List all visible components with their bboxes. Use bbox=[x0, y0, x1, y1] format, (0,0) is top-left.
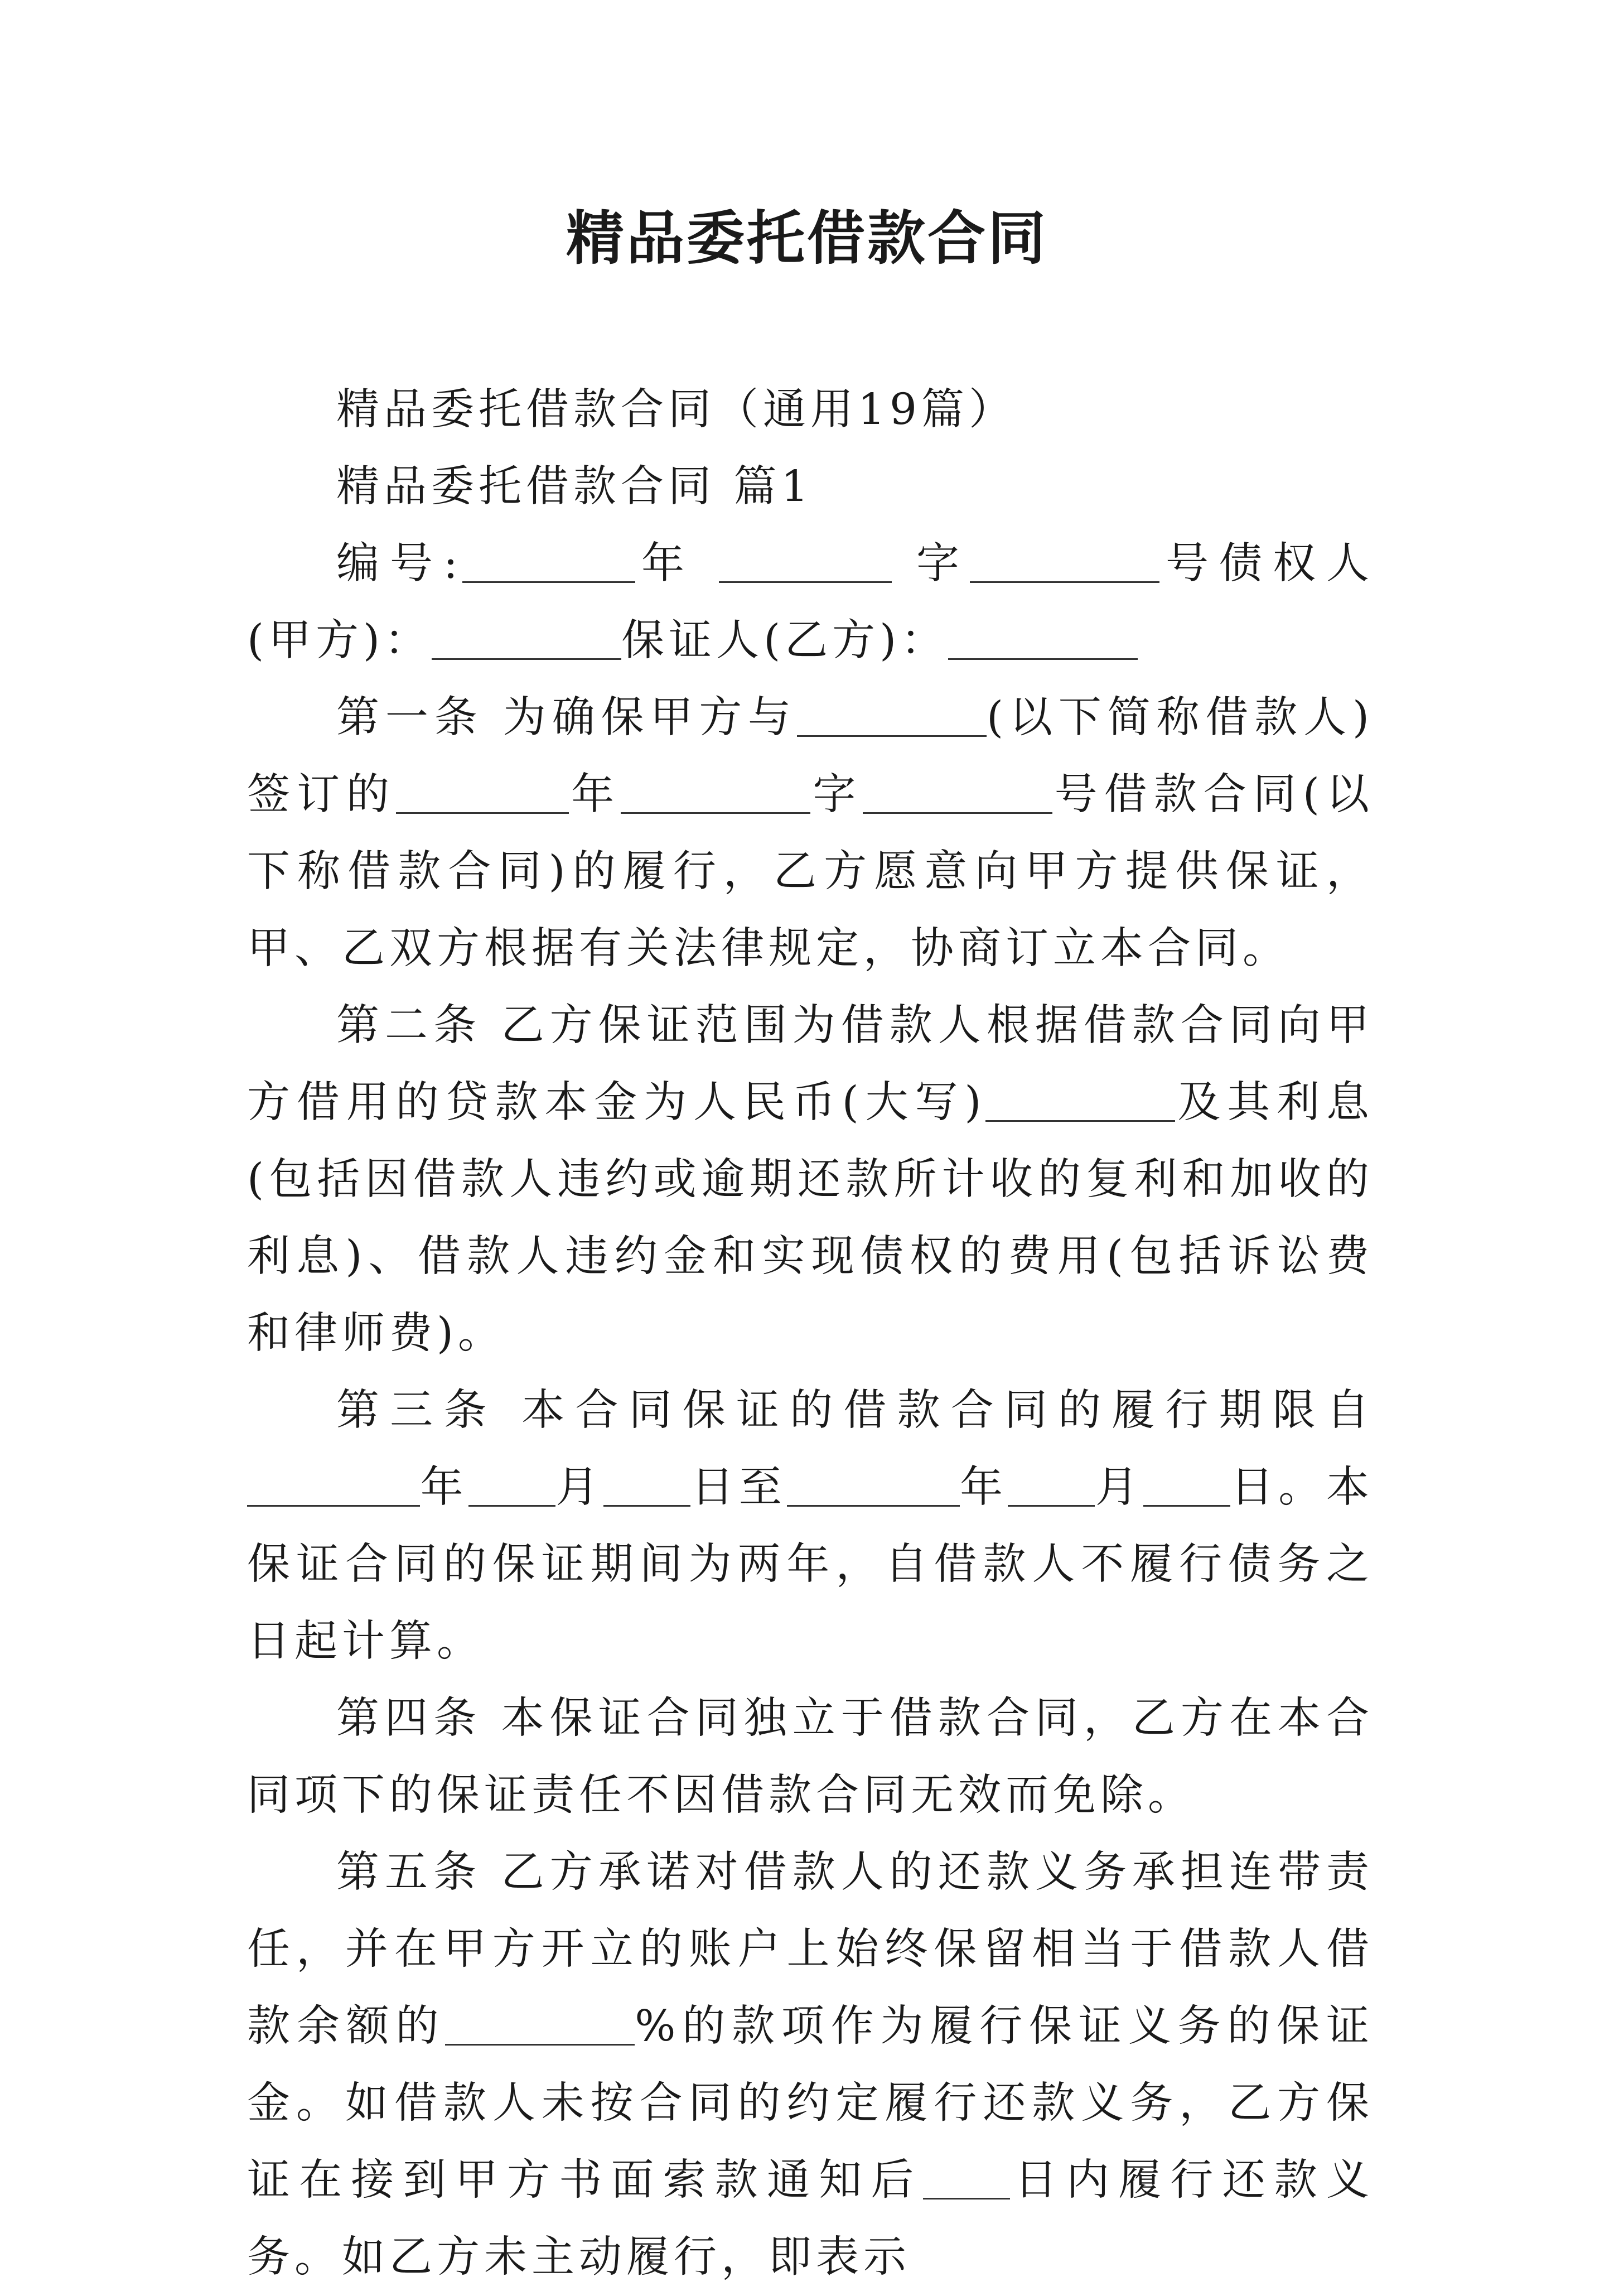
number-label: 编号: bbox=[336, 539, 462, 589]
article-2-text: 第二条 乙方保证范围为借款人根据借款合同向甲方借用的贷款本金为人民币(大写) bbox=[247, 1001, 1374, 1127]
blank-line bbox=[1008, 1462, 1095, 1507]
section-heading: 精品委托借款合同 篇1 bbox=[336, 462, 813, 512]
article-5-text: %的款项作为履行保证义务的保证金。如借款人未按合同的约定履行还款义务，乙方保证在接到甲方书面索款通知后 bbox=[247, 2001, 1374, 2205]
article-5-paragraph bbox=[247, 1834, 1374, 2296]
article-3-paragraph bbox=[247, 1372, 1374, 1680]
article-3-text: 年 bbox=[420, 1463, 468, 1512]
blank-line bbox=[787, 1462, 960, 1507]
article-3-text: 年 bbox=[959, 1463, 1008, 1512]
article-2-paragraph bbox=[247, 987, 1374, 1372]
blank-line bbox=[985, 1077, 1175, 1122]
blank-line bbox=[970, 538, 1159, 583]
blank-line bbox=[603, 1462, 690, 1507]
blank-line bbox=[445, 2001, 635, 2046]
article-1-text: 号借款合同(以下称借款合同)的履行，乙方愿意向甲方提供保证，甲、乙双方根据有关法律规定，协商订立本合同。 bbox=[247, 770, 1374, 973]
document-subtitle: 精品委托借款合同（通用19篇） bbox=[336, 385, 1016, 435]
blank-line bbox=[719, 538, 892, 583]
blank-line bbox=[797, 692, 987, 737]
article-3-text: 第三条 本合同保证的借款合同的履行期限自 bbox=[336, 1386, 1374, 1435]
article-3-text: 日。本保证合同的保证期间为两年，自借款人不履行债务之日起计算。 bbox=[247, 1463, 1374, 1666]
guarantor-label: 保证人(乙方)： bbox=[621, 616, 949, 665]
contract-header-paragraph bbox=[247, 525, 1374, 679]
article-1-text: 年 bbox=[569, 770, 621, 819]
year-label: 年 bbox=[635, 539, 695, 589]
blank-line bbox=[621, 769, 810, 814]
character-label: 字 bbox=[916, 539, 970, 589]
creditor-label: 号债权人(甲方)： bbox=[247, 539, 1374, 665]
blank-line bbox=[462, 538, 635, 583]
article-3-text: 月 bbox=[555, 1463, 604, 1512]
blank-line bbox=[863, 769, 1052, 814]
article-5-text: 第五条 乙方承诺对借款人的还款义务承担连带责任，并在甲方开立的账户上始终保留相当于借款人借款余额的 bbox=[247, 1848, 1374, 2051]
blank-line bbox=[923, 2155, 1010, 2199]
blank-line bbox=[396, 769, 569, 814]
blank-line bbox=[1143, 1462, 1230, 1507]
document-title: 精品委托借款合同 bbox=[566, 204, 1048, 272]
article-5-text: 日内履行还款义务。如乙方未主动履行，即表示 bbox=[247, 2155, 1374, 2282]
article-3-text: 月 bbox=[1095, 1463, 1143, 1512]
blank-line bbox=[247, 1462, 420, 1507]
document-body bbox=[247, 372, 1374, 2296]
article-4-paragraph: 第四条 本保证合同独立于借款合同，乙方在本合同项下的保证责任不因借款合同无效而免除。 bbox=[247, 1694, 1374, 1820]
article-1-text: 第一条 为确保甲方与 bbox=[336, 693, 798, 742]
article-2-text: 及其利息(包括因借款人违约或逾期还款所计收的复利和加收的利息)、借款人违约金和实现债权的费用(包括诉讼费和律师费)。 bbox=[247, 1078, 1374, 1358]
blank-line bbox=[948, 615, 1138, 660]
blank-line bbox=[468, 1462, 555, 1507]
blank-line bbox=[432, 615, 621, 660]
article-3-text: 日至 bbox=[690, 1463, 787, 1512]
article-1-paragraph bbox=[247, 679, 1374, 987]
article-1-text: (以下简称借款人)签订的 bbox=[247, 693, 1374, 819]
article-1-text: 字 bbox=[810, 770, 863, 819]
